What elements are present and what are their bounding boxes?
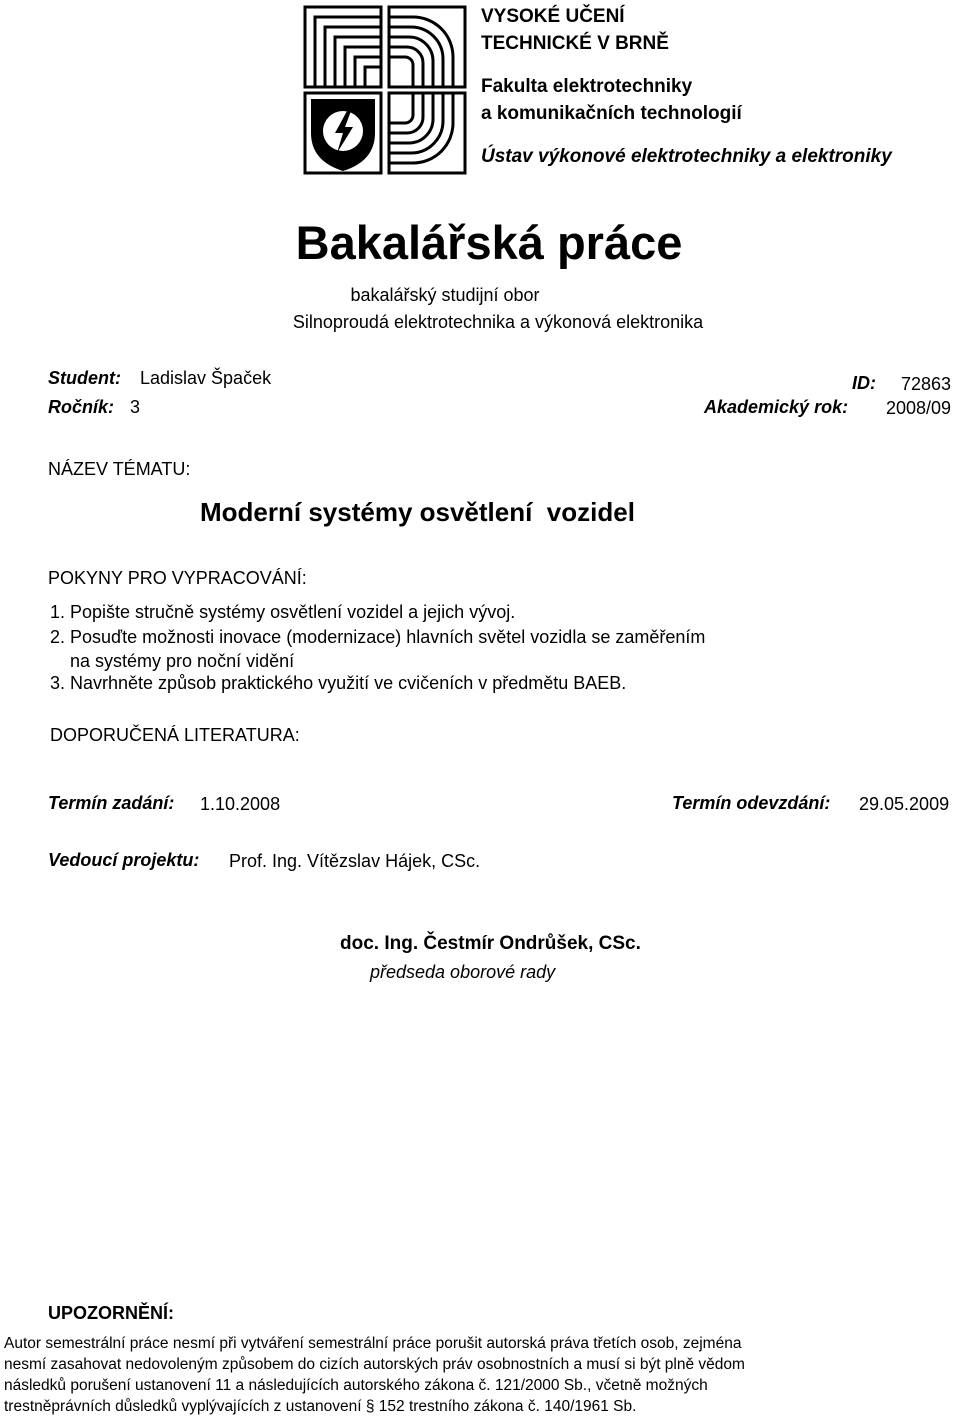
notice-label: UPOZORNĚNÍ: bbox=[48, 1303, 174, 1323]
faculty-name-line2: a komunikačních technologií bbox=[481, 103, 742, 124]
notice-line-4: trestněprávních důsledků vyplývajících z ustanovení § 152 trestního zákona č. 140/1961 Sb. bbox=[4, 1398, 637, 1415]
study-field: Silnoproudá elektrotechnika a výkonová elektronika bbox=[292, 312, 704, 332]
instruction-item-3: 3. Navrhněte způsob praktického využití ve cvičeních v předmětu BAEB. bbox=[50, 673, 627, 693]
student-label: Student: bbox=[48, 368, 121, 388]
id-label: ID: bbox=[852, 373, 876, 393]
university-name-line2: TECHNICKÉ V BRNĚ bbox=[481, 33, 669, 54]
instructions-label: POKYNY PRO VYPRACOVÁNÍ: bbox=[48, 568, 307, 588]
instruction-item-2: 2. Posuďte možnosti inovace (modernizace) hlavních světel vozidla se zaměřením bbox=[50, 627, 706, 647]
chair-role: předseda oborové rady bbox=[370, 962, 556, 982]
student-id: 72863 bbox=[901, 374, 952, 394]
year-label: Ročník: bbox=[48, 397, 115, 417]
supervisor-name: Prof. Ing. Vítězslav Hájek, CSc. bbox=[229, 851, 481, 871]
faculty-name-line1: Fakulta elektrotechniky bbox=[481, 76, 693, 97]
study-year: 3 bbox=[130, 397, 141, 417]
page-title: Bakalářská práce bbox=[295, 216, 683, 269]
student-name: Ladislav Špaček bbox=[140, 368, 272, 388]
notice-line-1: Autor semestrální práce nesmí při vytváření semestrální práce porušit autorská práva třetích osob, zejména bbox=[4, 1335, 742, 1352]
chair-name: doc. Ing. Čestmír Ondrůšek, CSc. bbox=[340, 933, 641, 954]
topic-title: Moderní systémy osvětlení vozidel bbox=[200, 497, 635, 527]
instruction-item-2-continued: na systémy pro noční vidění bbox=[70, 651, 295, 671]
notice-line-2: nesmí zasahovat nedovoleným způsobem do cizích autorských práv osobnostních a musí si být plně vědom bbox=[4, 1356, 745, 1373]
topic-label: NÁZEV TÉMATU: bbox=[48, 459, 191, 479]
academic-year: 2008/09 bbox=[886, 398, 952, 418]
institute-name: Ústav výkonové elektrotechniky a elektroniky bbox=[481, 146, 892, 167]
assigned-date: 1.10.2008 bbox=[200, 794, 281, 814]
due-date: 29.05.2009 bbox=[859, 794, 950, 814]
assigned-date-label: Termín zadání: bbox=[48, 793, 175, 813]
university-name-line1: VYSOKÉ UČENÍ bbox=[481, 6, 625, 27]
notice-line-3: následků porušení ustanovení 11 a následujících autorského zákona č. 121/2000 Sb., včetně možných bbox=[4, 1377, 708, 1394]
instruction-item-1: 1. Popište stručně systémy osvětlení vozidel a jejich vývoj. bbox=[50, 602, 516, 622]
literature-label: DOPORUČENÁ LITERATURA: bbox=[50, 725, 300, 745]
due-date-label: Termín odevzdání: bbox=[672, 793, 831, 813]
supervisor-label: Vedoucí projektu: bbox=[48, 850, 200, 870]
university-logo bbox=[303, 5, 467, 175]
study-program: bakalářský studijní obor bbox=[350, 285, 540, 305]
academic-year-label: Akademický rok: bbox=[704, 397, 849, 417]
